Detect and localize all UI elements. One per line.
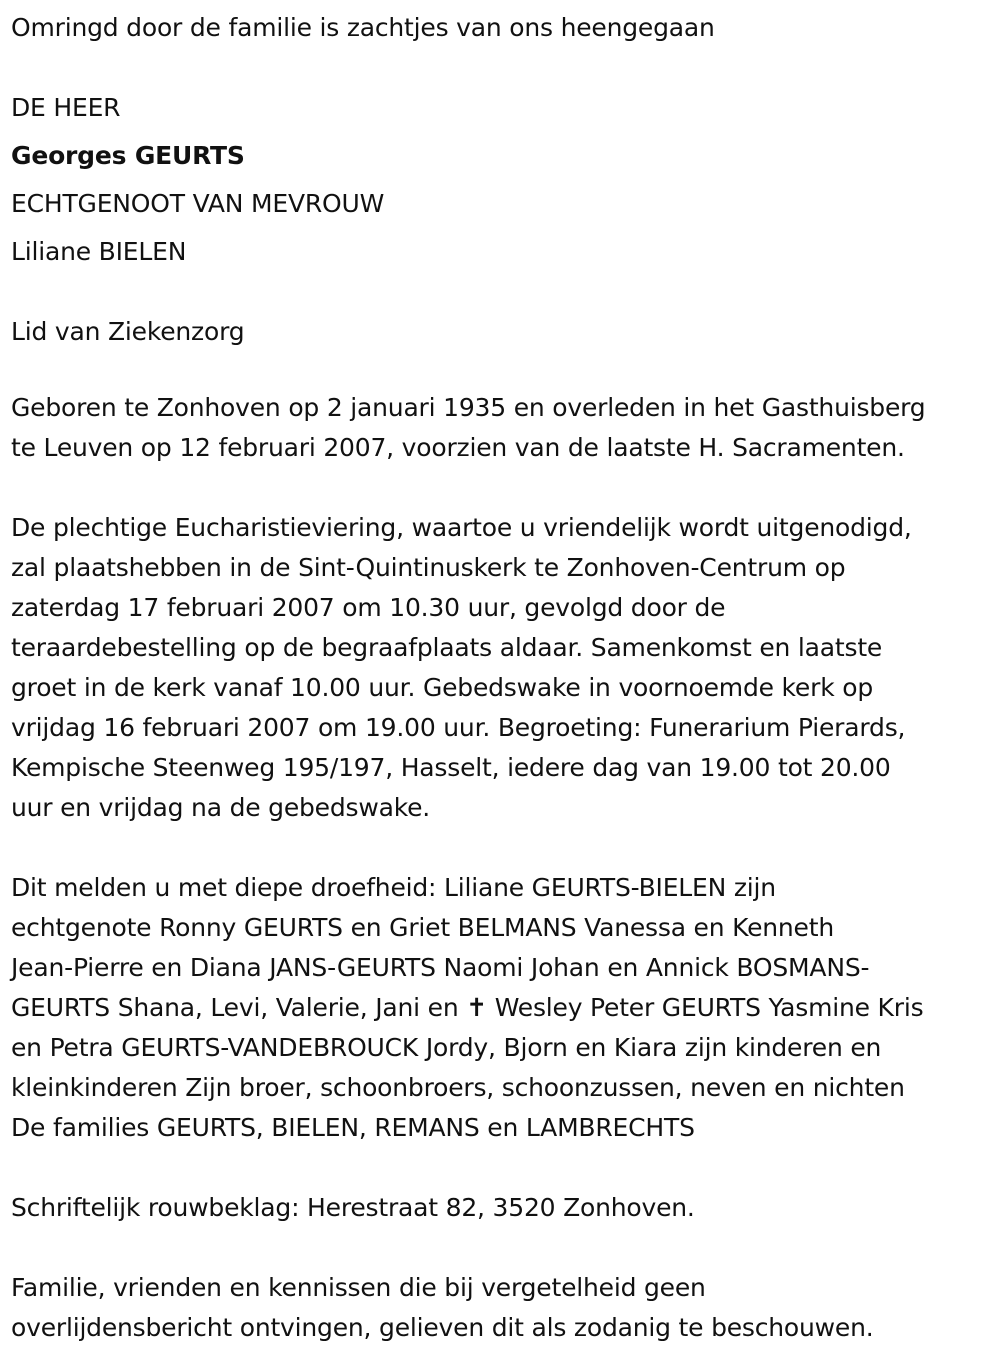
- paragraph-line: De plechtige Eucharistieviering, waartoe u vriendelijk wordt uitgenodigd,: [11, 513, 912, 542]
- paragraph-line: Geboren te Zonhoven op 2 januari 1935 en overleden in het Gasthuisberg: [11, 393, 926, 422]
- family-paragraph: [11, 868, 996, 1148]
- paragraph-line: teraardebestelling op de begraafplaats aldaar. Samenkomst en laatste: [11, 633, 883, 662]
- paragraph-line: kleinkinderen Zijn broer, schoonbroers, schoonzussen, neven en nichten: [11, 1073, 905, 1102]
- paragraph-line: uur en vrijdag na de gebedswake.: [11, 793, 431, 822]
- spacer: [11, 828, 996, 868]
- paragraph-line: zaterdag 17 februari 2007 om 10.30 uur, gevolgd door de: [11, 593, 726, 622]
- relation-label: ECHTGENOOT VAN MEVROUW: [11, 189, 385, 218]
- spacer: [11, 52, 996, 84]
- birth-death-paragraph: [11, 388, 996, 468]
- honorific: DE HEER: [11, 93, 121, 122]
- membership-text: Lid van Ziekenzorg: [11, 317, 245, 346]
- closing-paragraph: [11, 1268, 996, 1348]
- paragraph-line: echtgenote Ronny GEURTS en Griet BELMANS Vanessa en Kenneth: [11, 913, 834, 942]
- deceased-name: Georges GEURTS: [11, 141, 245, 170]
- paragraph-line: GEURTS Shana, Levi, Valerie, Jani en ✝ Wesley Peter GEURTS Yasmine Kris: [11, 993, 924, 1022]
- spouse-name: Liliane BIELEN: [11, 237, 187, 266]
- paragraph-line: De families GEURTS, BIELEN, REMANS en LAMBRECHTS: [11, 1113, 695, 1142]
- paragraph-line: vrijdag 16 februari 2007 om 19.00 uur. Begroeting: Funerarium Pierards,: [11, 713, 906, 742]
- paragraph-line: zal plaatshebben in de Sint-Quintinuskerk te Zonhoven-Centrum op: [11, 553, 846, 582]
- paragraph-line: en Petra GEURTS-VANDEBROUCK Jordy, Bjorn en Kiara zijn kinderen en: [11, 1033, 882, 1062]
- paragraph-line: overlijdensbericht ontvingen, gelieven dit als zodanig te beschouwen.: [11, 1313, 874, 1342]
- ceremony-paragraph: [11, 508, 996, 828]
- spacer: [11, 276, 996, 308]
- spacer: [11, 468, 996, 508]
- spacer: [11, 1148, 996, 1188]
- paragraph-line: Familie, vrienden en kennissen die bij vergetelheid geen: [11, 1273, 706, 1302]
- intro-text: Omringd door de familie is zachtjes van ons heengegaan: [11, 13, 715, 42]
- paragraph-line: te Leuven op 12 februari 2007, voorzien van de laatste H. Sacramenten.: [11, 433, 905, 462]
- paragraph-line: groet in de kerk vanaf 10.00 uur. Gebedswake in voornoemde kerk op: [11, 673, 873, 702]
- spacer: [11, 1228, 996, 1268]
- paragraph-line: Dit melden u met diepe droefheid: Liliane GEURTS-BIELEN zijn: [11, 873, 776, 902]
- paragraph-line: Jean-Pierre en Diana JANS-GEURTS Naomi Johan en Annick BOSMANS-: [11, 953, 870, 982]
- paragraph-line: Schriftelijk rouwbeklag: Herestraat 82, 3520 Zonhoven.: [11, 1193, 695, 1222]
- obituary-notice: [11, 4, 996, 1348]
- condolence-address: [11, 1188, 996, 1228]
- spacer: [11, 356, 996, 388]
- paragraph-line: Kempische Steenweg 195/197, Hasselt, iedere dag van 19.00 tot 20.00: [11, 753, 891, 782]
